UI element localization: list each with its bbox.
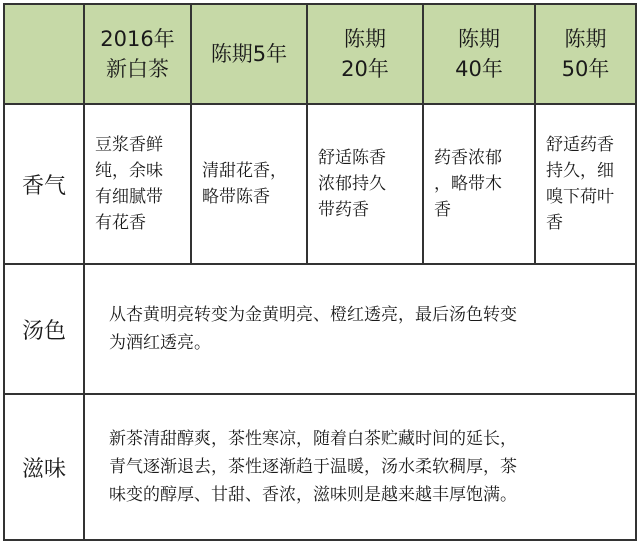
corner-cell bbox=[4, 4, 84, 104]
liquor-color-description: 从杏黄明亮转变为金黄明亮、橙红透亮，最后汤色转变 为酒红透亮。 bbox=[84, 264, 636, 394]
header-aged-50: 陈期 50年 bbox=[535, 4, 636, 104]
row-label-taste: 滋味 bbox=[4, 394, 84, 540]
row-label-liquor-color: 汤色 bbox=[4, 264, 84, 394]
tea-comparison-table-wrapper bbox=[3, 3, 635, 539]
aroma-cell-5: 清甜花香， 略带陈香 bbox=[191, 104, 307, 264]
row-taste bbox=[4, 394, 636, 540]
row-aroma bbox=[4, 104, 636, 264]
taste-description: 新茶清甜醇爽，茶性寒凉，随着白茶贮藏时间的延长， 青气逐渐退去，茶性逐渐趋于温暖，汤水柔软稠厚，茶 味变的醇厚、甘甜、香浓，滋味则是越来越丰厚饱满。 bbox=[84, 394, 636, 540]
aroma-cell-20: 舒适陈香 浓郁持久 带药香 bbox=[307, 104, 423, 264]
aroma-cell-2016: 豆浆香鲜 纯，余味 有细腻带 有花香 bbox=[84, 104, 191, 264]
row-label-aroma: 香气 bbox=[4, 104, 84, 264]
aroma-cell-40: 药香浓郁 ，略带木 香 bbox=[423, 104, 535, 264]
header-aged-5: 陈期5年 bbox=[191, 4, 307, 104]
white-tea-aging-table bbox=[3, 3, 637, 541]
header-2016-new: 2016年 新白茶 bbox=[84, 4, 191, 104]
header-aged-20: 陈期 20年 bbox=[307, 4, 423, 104]
aroma-cell-50: 舒适药香 持久，细 嗅下荷叶 香 bbox=[535, 104, 636, 264]
header-row bbox=[4, 4, 636, 104]
row-liquor-color bbox=[4, 264, 636, 394]
header-aged-40: 陈期 40年 bbox=[423, 4, 535, 104]
